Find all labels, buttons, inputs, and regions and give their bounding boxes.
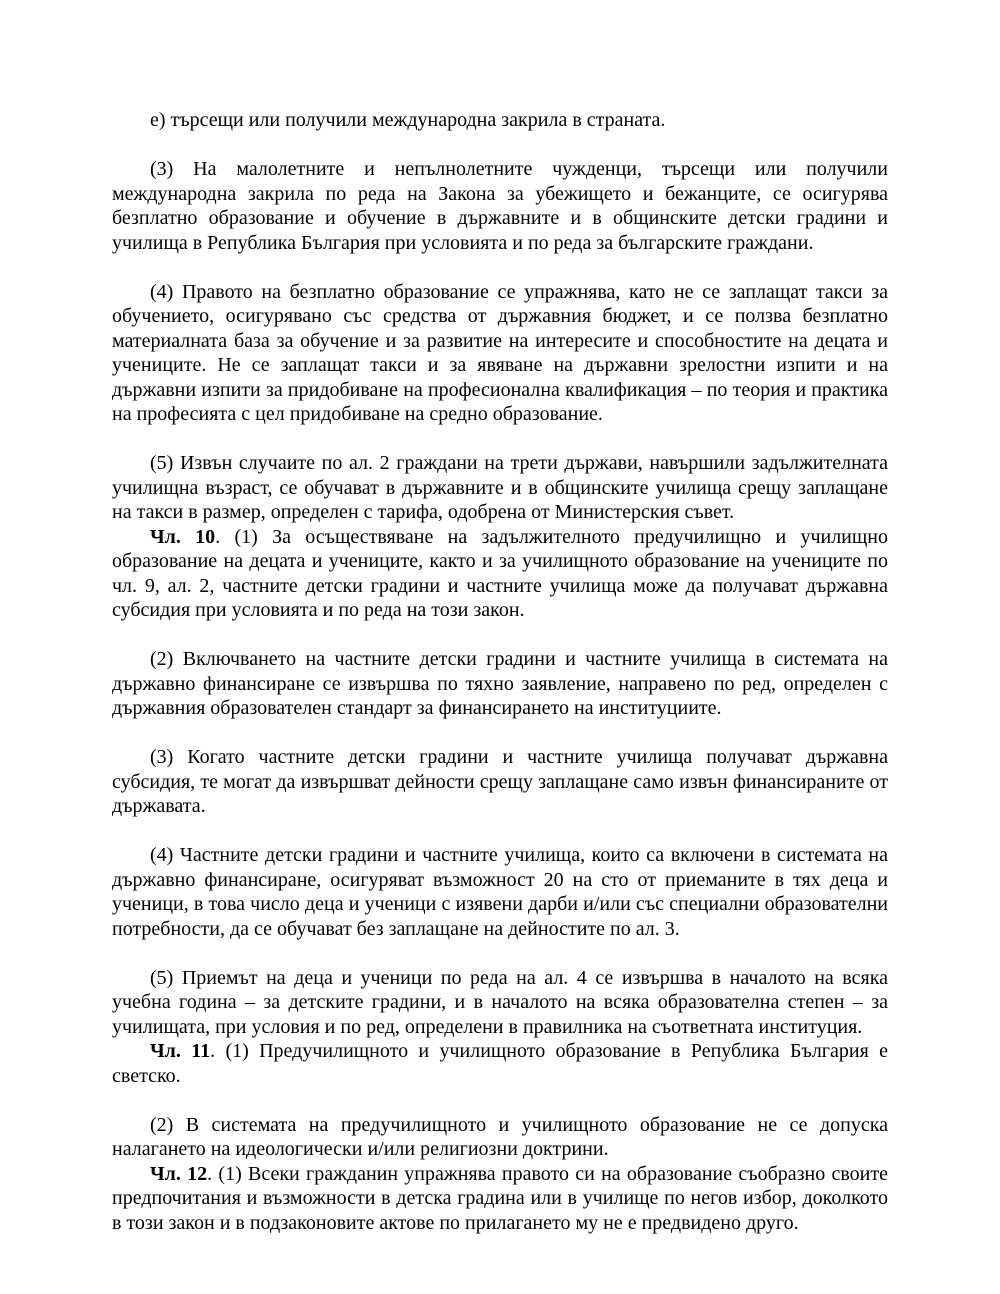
paragraph: (3) На малолетните и непълнолетните чужденци, търсещи или получили международна закрила по реда на Закона за убежището и бежанците, се осигурява безплатно образование и обучение в държавните и в общинските детски градини и училища в Република България при условията и по реда за българските граждани. [112, 158, 888, 254]
paragraph: (4) Частните детски градини и частните училища, които са включени в системата на държавно финансиране, осигуряват възможност 20 на сто от приеманите в тях деца и ученици, в това число деца и ученици с изявени дарби и/или със специални образователни потребности, да се обучават без заплащане на дейностите по ал. 3. [112, 844, 888, 940]
paragraph: (2) В системата на предучилищното и училищното образование не се допуска налагането на идеологически и/или религиозни доктрини. [112, 1113, 888, 1160]
paragraph: Чл. 12. (1) Всеки гражданин упражнява правото си на образование съобразно своите предпочитания и възможности в детска градина или в училище по негов избор, доколкото в този закон и в подзаконовите актове по прилагането му не е предвидено друго. [112, 1162, 888, 1234]
paragraph: Чл. 10. (1) За осъществяване на задължителното предучилищно и училищно образование на децата и учениците, както и за училищното образование на учениците по чл. 9, ал. 2, частните детски градини и частните училища може да получават държавна субсидия при условията и по реда на този закон. [112, 525, 888, 621]
paragraph: (5) Извън случаите по ал. 2 граждани на трети държави, навършили задължителната училищна възраст, се обучават в държавните и в общинските училища срещу заплащане на такси в размер, определен с тарифа, одобрена от Министерския съвет. [112, 452, 888, 523]
paragraph: Чл. 11. (1) Предучилищното и училищното образование в Република България е светско. [112, 1040, 888, 1087]
paragraph: (3) Когато частните детски градини и частните училища получават държавна субсидия, те могат да извършват дейности срещу заплащане само извън финансираните от държавата. [112, 746, 888, 817]
paragraph: (5) Приемът на деца и ученици по реда на ал. 4 се извършва в началото на всяка учебна година – за детските градини, и в началото на всяка образователна степен – за училищата, при условия и по ред, определени в правилника на съответната институция. [112, 966, 888, 1038]
document-body [112, 108, 888, 1235]
paragraph: е) търсещи или получили международна закрила в страната. [150, 109, 666, 131]
paragraph: (2) Включването на частните детски градини и частните училища в системата на държавно финансиране се извършва по тяхно заявление, направено по ред, определен с държавния образователен стандарт за финансирането на институциите. [112, 648, 888, 719]
article-number: Чл. 11 [150, 1040, 211, 1062]
article-number: Чл. 12 [150, 1162, 208, 1185]
paragraph: (4) Правото на безплатно образование се упражнява, като не се заплащат такси за обучението, осигурявано със средства от държавния бюджет, и се ползва безплатно материалната база за обучение и за развитие на интересите и способностите на децата и учениците. Не се заплащат такси и за явяване на държавни зрелостни изпити и на държавни изпити за придобиване на професионална квалификация – по теория и практика на професията с цел придобиване на средно образование. [112, 280, 888, 425]
article-number: Чл. 10 [150, 525, 216, 548]
